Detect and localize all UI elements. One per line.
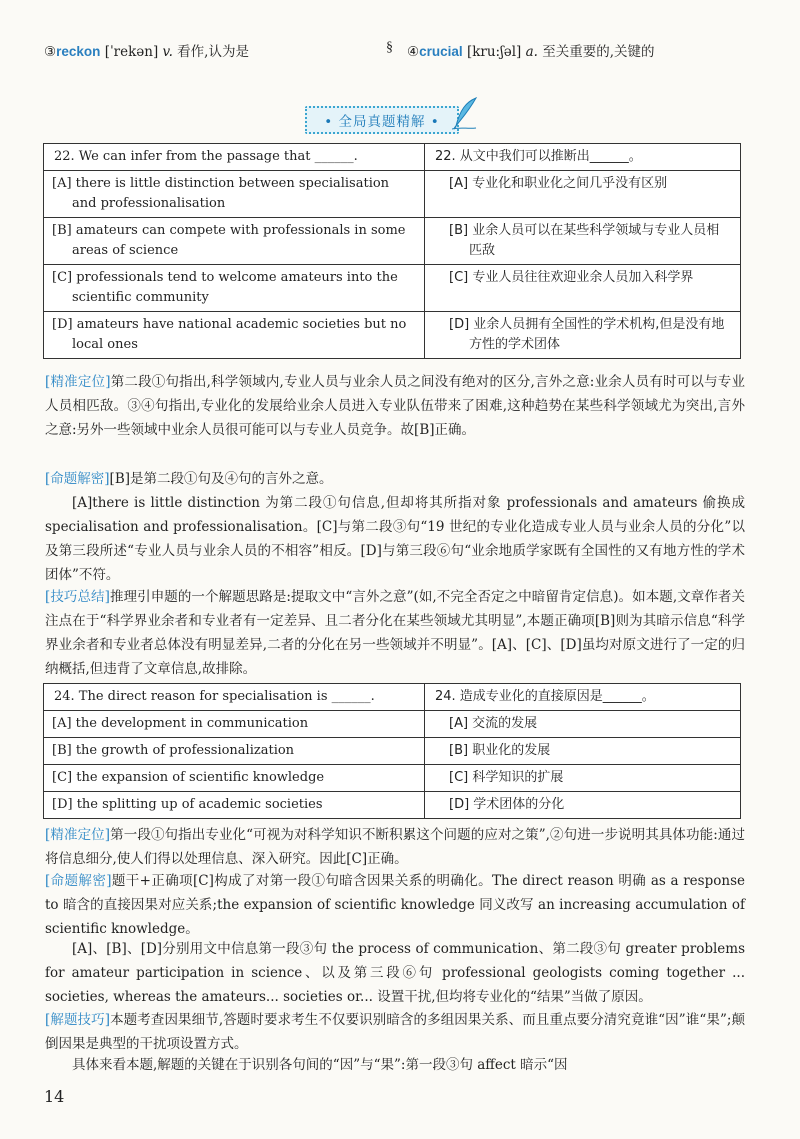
option-d-en: [D] amateurs have national academic societies but no local ones xyxy=(52,317,407,352)
vocab-entry-reckon: ③reckon [ˈrekən] v. 看作,认为是 xyxy=(44,44,249,60)
tag-label: [解题技巧] xyxy=(45,1012,110,1028)
analysis-24-detail: 具体来看本题,解题的关键在于识别各句间的“因”与“果”:第一段③句 affect 暗示“因 xyxy=(72,1057,568,1073)
vocab-word: reckon xyxy=(56,44,101,59)
question-24-zh: 24. 造成专业化的直接原因是______。 xyxy=(425,684,741,711)
analysis-22-decode: [命题解密][B]是第二段①句及④句的言外之意。 xyxy=(45,471,333,487)
analysis-24-tips: [解题技巧]本题考查因果细节,答题时要求考生不仅要识别暗含的多组因果关系、而且重点要分清究竟谁“因”谁“果”;颠倒因果是典型的干扰项设置方式。 xyxy=(45,1012,745,1052)
vocab-entry-crucial: ④crucial [kru:ʃəl] a. 至关重要的,关键的 xyxy=(407,44,655,60)
option-a-zh: [A] 专业化和职业化之间几乎没有区别 xyxy=(449,176,668,191)
section-banner: • 全局真题精解 • xyxy=(305,106,459,134)
option-c-zh: [C] 科学知识的扩展 xyxy=(449,770,564,785)
question-24-en: 24. The direct reason for specialisation is ______. xyxy=(44,684,425,711)
table-row xyxy=(44,171,741,218)
analysis-22-locate: [精准定位]第二段①句指出,科学领域内,专业人员与业余人员之间没有绝对的区分,言外之意:业余人员有时可以与专业人员相匹敌。③④句指出,专业化的发展给业余人员进入专业队伍带来了困难,这种趋势在某些科学领域尤为突出,言外之意:另外一些领域中业余人员很可能可以与专业人员竞争。故[B]正确。 xyxy=(45,374,745,438)
tag-label: [命题解密] xyxy=(45,471,110,487)
option-b-en: [B] amateurs can compete with professionals in some areas of science xyxy=(52,223,406,258)
option-c-en: [C] the expansion of scientific knowledge xyxy=(52,770,325,785)
tag-label: [命题解密] xyxy=(45,873,112,889)
analysis-24-decode: [命题解密]题干+正确项[C]构成了对第一段①句暗含因果关系的明确化。The direct reason 明确 as a response to 暗含的直接因果对应关系;the expansion of scientific knowledge 同义改写 an increasing accumulation of scientific knowledge。 xyxy=(45,873,745,937)
question-22-zh: 22. 从文中我们可以推断出______。 xyxy=(425,144,741,171)
option-d-zh: [D] 业余人员拥有全国性的学术机构,但是没有地方性的学术团体 xyxy=(449,317,725,352)
table-row xyxy=(44,265,741,312)
option-c-en: [C] professionals tend to welcome amateurs into the scientific community xyxy=(52,270,398,305)
quill-pen-icon xyxy=(452,96,478,130)
table-row xyxy=(44,765,741,792)
page-number: 14 xyxy=(44,1087,65,1106)
section-mark: § xyxy=(386,40,393,55)
tag-label: [精准定位] xyxy=(45,827,111,843)
option-b-zh: [B] 业余人员可以在某些科学领域与专业人员相匹敌 xyxy=(449,223,720,258)
analysis-24-distractors: [A]、[B]、[D]分别用文中信息第一段③句 the process of communication、第二段③句 greater problems for amateur participation in science、以及第三段⑥句 professional geologists coming together ... societies, whereas the amateurs... societies or... 设置干扰,但均将专业化的“结果”当做了原因。 xyxy=(45,941,745,1005)
option-d-zh: [D] 学术团体的分化 xyxy=(449,797,565,812)
analysis-22-distractors: [A]there is little distinction 为第二段①句信息,但却将其所指对象 professionals and amateurs 偷换成 specialisation and professionalisation。[C]与第二段③句“19 世纪的专业化造成专业人员与业余人员的分化”以及第三段所述“专业人员与业余人员的不相容”相反。[D]与第三段⑥句“业余地质学家既有全国性的又有地方性的学术团体”不符。 xyxy=(45,495,745,583)
table-row xyxy=(44,218,741,265)
option-a-zh: [A] 交流的发展 xyxy=(449,716,538,731)
option-b-zh: [B] 职业化的发展 xyxy=(449,743,551,758)
table-row xyxy=(44,711,741,738)
tag-label: [技巧总结] xyxy=(45,589,110,605)
question-22-table xyxy=(43,143,741,359)
analysis-22-tips: [技巧总结]推理引申题的一个解题思路是:提取文中“言外之意”(如,不完全否定之中暗留肯定信息)。如本题,文章作者关注点在于“科学界业余者和专业者有一定差异、且二者分化在某些领域尤其明显”,本题正确项[B]则为其暗示信息“科学界业余者和专业者总体没有明显差异,二者的分化在另一些领域并不明显”。[A]、[C]、[D]虽均对原文进行了一定的归纳概括,但违背了文章信息,故排除。 xyxy=(45,589,745,677)
option-a-en: [A] the development in communication xyxy=(52,716,309,731)
question-22-en: 22. We can infer from the passage that ______. xyxy=(44,144,425,171)
analysis-24-locate: [精准定位]第一段①句指出专业化“可视为对科学知识不断积累这个问题的应对之策”,②句进一步说明其具体功能:通过将信息细分,使人们得以处理信息、深入研究。因此[C]正确。 xyxy=(45,827,745,867)
option-b-en: [B] the growth of professionalization xyxy=(52,743,295,758)
table-row xyxy=(44,144,741,171)
tag-label: [精准定位] xyxy=(45,374,111,390)
table-row xyxy=(44,738,741,765)
table-row xyxy=(44,684,741,711)
option-d-en: [D] the splitting up of academic societies xyxy=(52,797,323,812)
option-a-en: [A] there is little distinction between specialisation and professionalisation xyxy=(52,176,390,211)
question-24-table xyxy=(43,683,741,819)
vocab-word: crucial xyxy=(419,44,463,59)
table-row xyxy=(44,312,741,359)
option-c-zh: [C] 专业人员往往欢迎业余人员加入科学界 xyxy=(449,270,694,285)
table-row xyxy=(44,792,741,819)
